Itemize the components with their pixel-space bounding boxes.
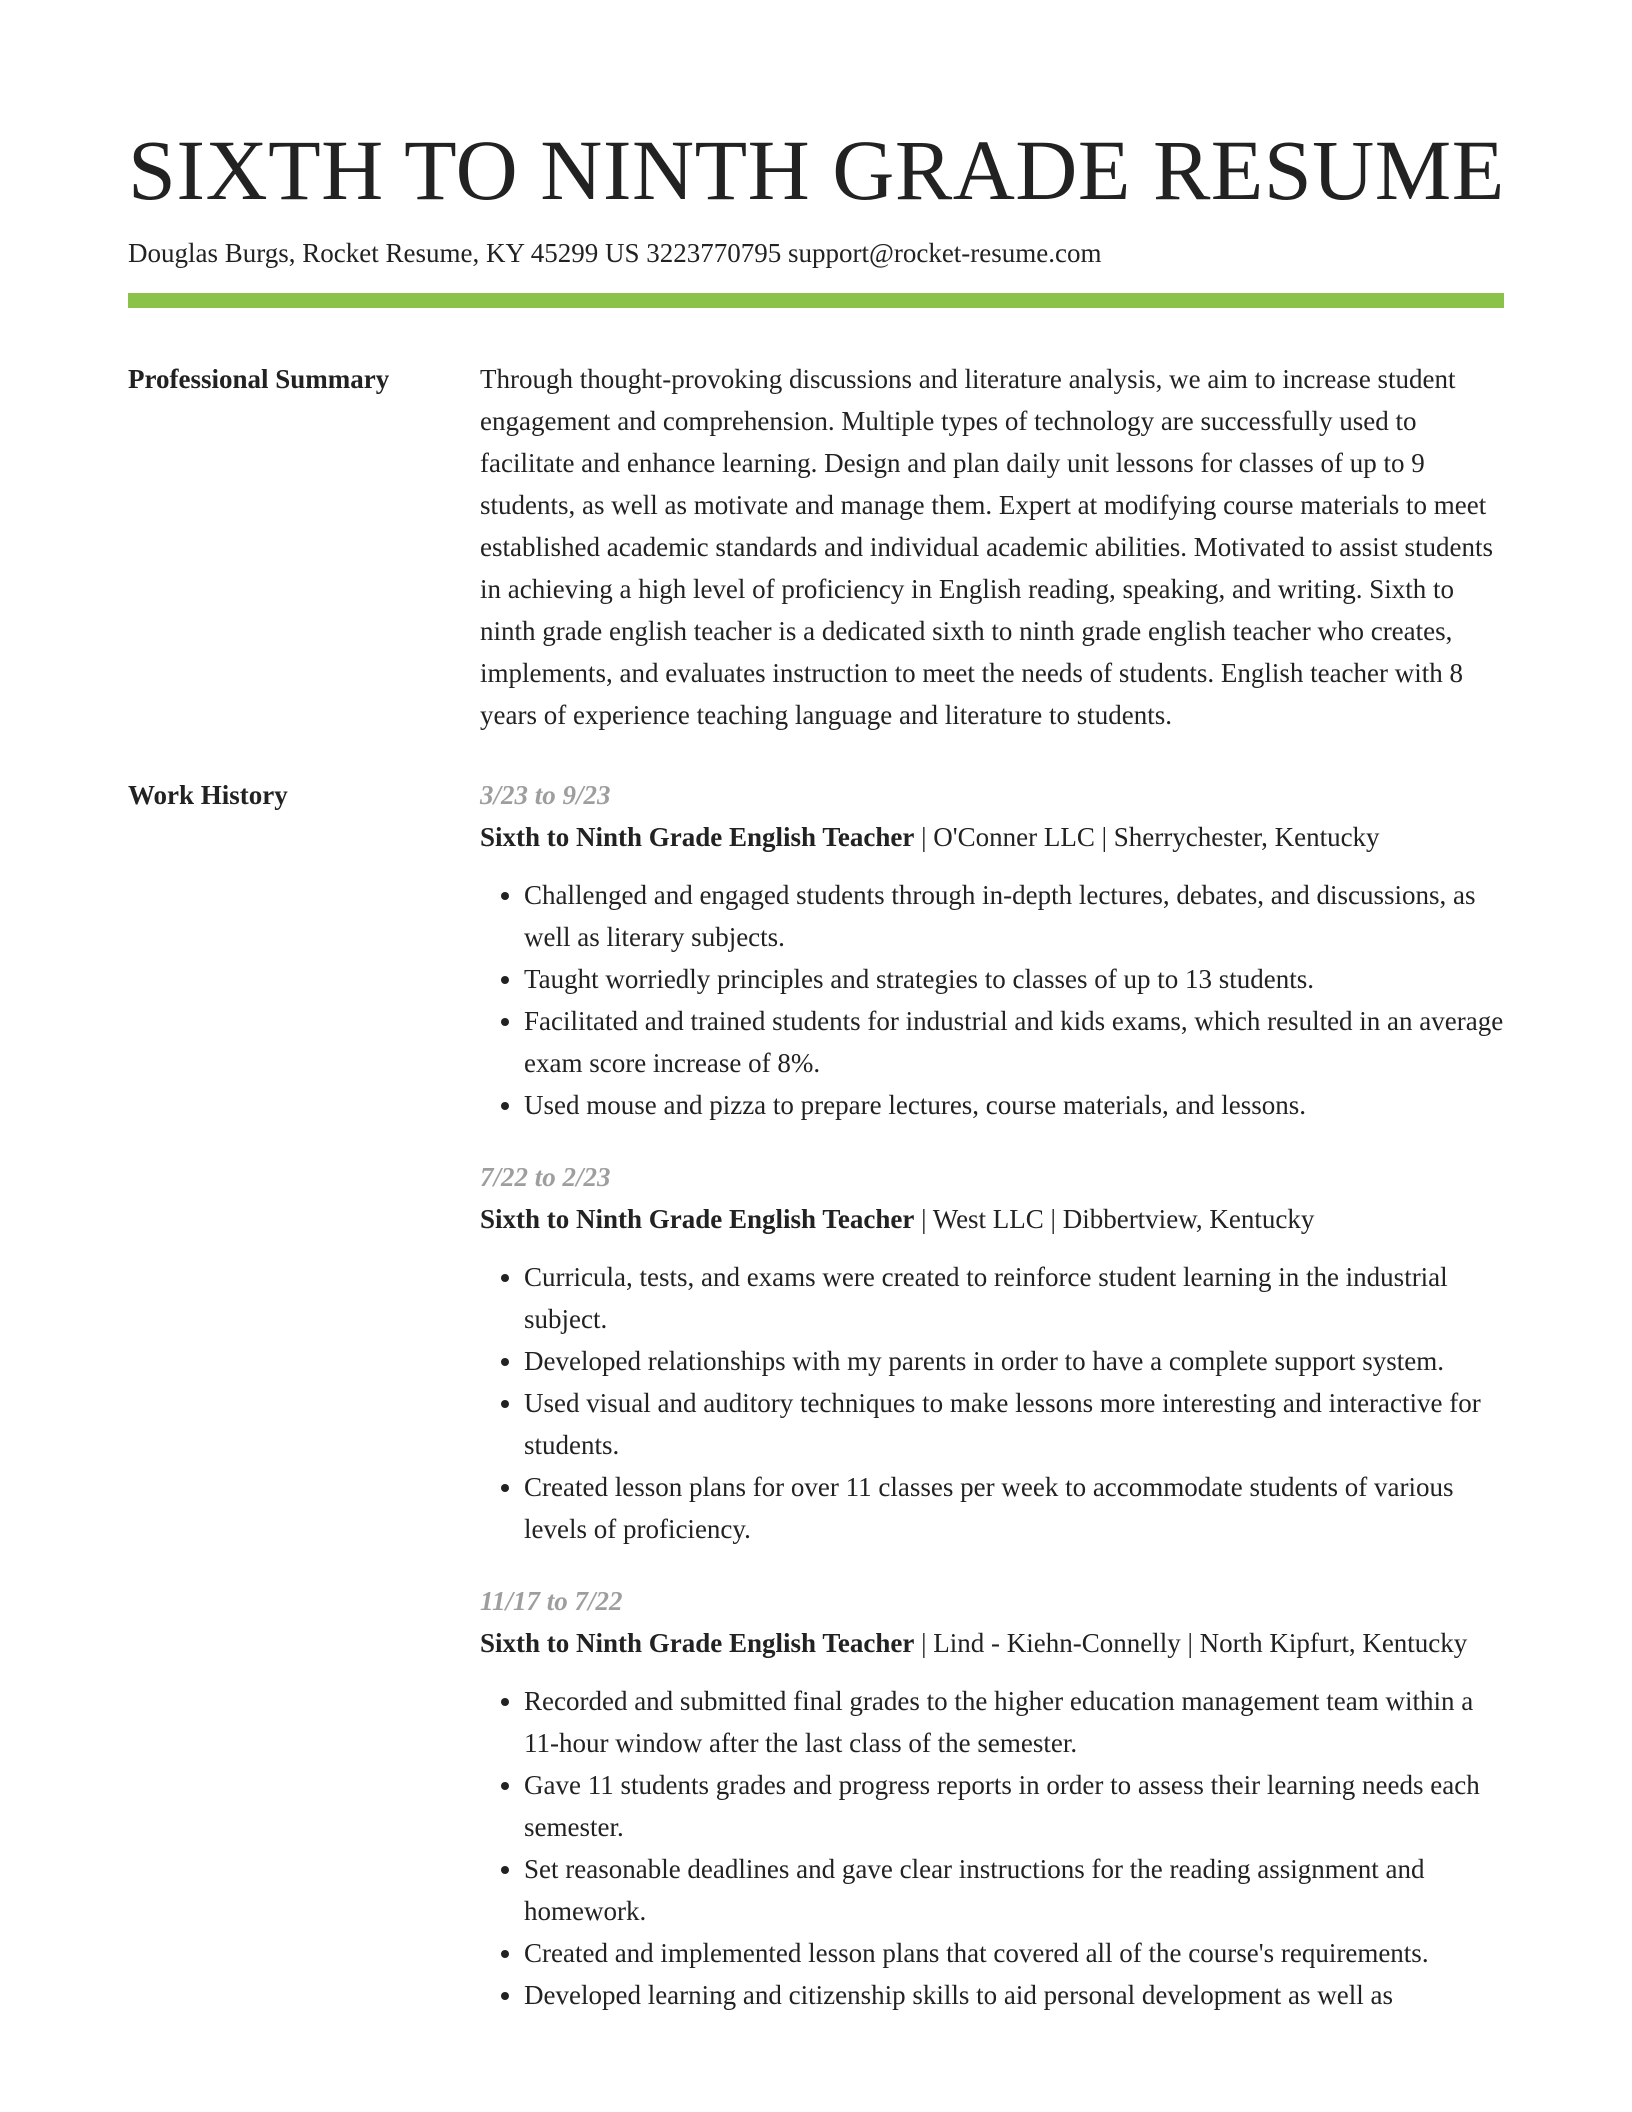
- job-role: Sixth to Ninth Grade English Teacher: [480, 822, 915, 852]
- resume-page: [128, 0, 1504, 2046]
- job-dates: 3/23 to 9/23: [480, 780, 611, 810]
- summary-text: Through thought-provoking discussions and literature analysis, we aim to increase student engagement and comprehension. Multiple types of technology are successfully used to facilitate and enhance learning. Design and plan daily unit lessons for classes of up to 9 students, as well as motivate and manage them. Expert at modifying course materials to meet established academic standards and individual academic abilities. Motivated to assist students in achieving a high level of proficiency in English reading, speaking, and writing. Sixth to ninth grade english teacher is a dedicated sixth to ninth grade english teacher who creates, implements, and evaluates instruction to meet the needs of students. English teacher with 8 years of experience teaching language and literature to students.: [480, 364, 1493, 730]
- job-bullets: [480, 874, 1504, 1126]
- job-bullet: • Challenged and engaged students through in-depth lectures, debates, and discussions, as well as literary subjects.: [524, 874, 1504, 958]
- job-bullet: • Curricula, tests, and exams were created to reinforce student learning in the industrial subject.: [524, 1256, 1504, 1340]
- job-bullet: • Used mouse and pizza to prepare lectures, course materials, and lessons.: [524, 1084, 1504, 1126]
- job-bullet: • Used visual and auditory techniques to make lessons more interesting and interactive for students.: [524, 1382, 1504, 1466]
- header-divider: [128, 293, 1504, 308]
- job-bullets: [480, 1680, 1504, 2016]
- job-role: Sixth to Ninth Grade English Teacher: [480, 1204, 915, 1234]
- work-history-body: [480, 774, 1504, 2046]
- job-title-line: [480, 816, 1504, 858]
- job-details: | Lind - Kiehn-Connelly | North Kipfurt, Kentucky: [914, 1628, 1468, 1658]
- job-bullet: • Set reasonable deadlines and gave clear instructions for the reading assignment and homework.: [524, 1848, 1504, 1932]
- job-bullet: • Developed learning and citizenship skills to aid personal development as well as: [524, 1974, 1504, 2016]
- section-label-work-history: Work History: [128, 780, 288, 810]
- summary-body: [480, 358, 1504, 736]
- job-bullet: • Created and implemented lesson plans that covered all of the course's requirements.: [524, 1932, 1504, 1974]
- job-details: | West LLC | Dibbertview, Kentucky: [914, 1204, 1315, 1234]
- job-bullet: • Facilitated and trained students for industrial and kids exams, which resulted in an average exam score increase of 8%.: [524, 1000, 1504, 1084]
- job-bullet: • Gave 11 students grades and progress reports in order to assess their learning needs each semester.: [524, 1764, 1504, 1848]
- work-history-section: [128, 774, 1504, 2046]
- job-title-line: [480, 1622, 1504, 1664]
- job-details: | O'Conner LLC | Sherrychester, Kentucky: [914, 822, 1380, 852]
- professional-summary-section: [128, 358, 1504, 736]
- job-entry: [480, 1156, 1504, 1550]
- job-bullet: • Recorded and submitted final grades to the higher education management team within a 11-hour window after the last class of the semester.: [524, 1680, 1504, 1764]
- job-bullet: • Developed relationships with my parents in order to have a complete support system.: [524, 1340, 1504, 1382]
- job-dates: 11/17 to 7/22: [480, 1586, 623, 1616]
- job-bullets: [480, 1256, 1504, 1550]
- job-entry: [480, 774, 1504, 1126]
- job-dates: 7/22 to 2/23: [480, 1162, 611, 1192]
- job-bullet: • Created lesson plans for over 11 classes per week to accommodate students of various levels of proficiency.: [524, 1466, 1504, 1550]
- job-bullet: • Taught worriedly principles and strategies to classes of up to 13 students.: [524, 958, 1504, 1000]
- section-label-summary: Professional Summary: [128, 364, 390, 394]
- job-role: Sixth to Ninth Grade English Teacher: [480, 1628, 915, 1658]
- resume-title: SIXTH TO NINTH GRADE RESUME: [128, 122, 1505, 218]
- job-title-line: [480, 1198, 1504, 1240]
- job-entry: [480, 1580, 1504, 2016]
- contact-line: Douglas Burgs, Rocket Resume, KY 45299 US 3223770795 support@rocket-resume.com: [128, 238, 1102, 268]
